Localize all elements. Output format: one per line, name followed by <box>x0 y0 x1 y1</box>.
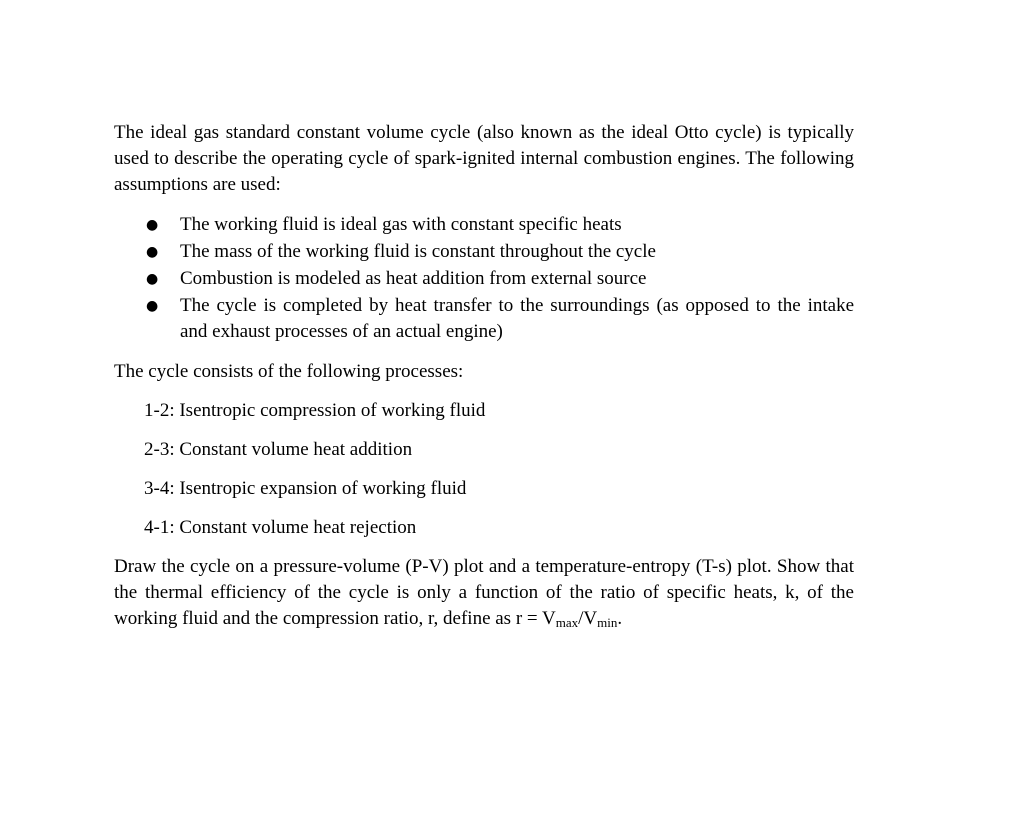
assumption-text: The working fluid is ideal gas with constant specific heats <box>180 214 622 235</box>
assumption-text: The cycle is completed by heat transfer to the surroundings (as opposed to the intake and exhaust processes of an actual engine) <box>180 295 854 342</box>
vmax-subscript: max <box>555 615 579 630</box>
assumption-text: Combustion is modeled as heat addition from external source <box>180 268 647 289</box>
intro-paragraph: The ideal gas standard constant volume cycle (also known as the ideal Otto cycle) is typically used to describe the operating cycle of spark-ignited internal combustion engines. The following assumptions are used: <box>114 122 854 195</box>
task-slash: /V <box>578 608 598 629</box>
vmin-subscript: min <box>597 615 618 630</box>
processes-list <box>114 398 854 541</box>
process-item: 2-3: Constant volume heat addition <box>144 439 413 460</box>
process-item: 3-4: Isentropic expansion of working fluid <box>144 478 467 499</box>
list-item <box>146 239 854 265</box>
assumption-text: The mass of the working fluid is constant throughout the cycle <box>180 241 656 262</box>
bullet-icon: ● <box>146 271 159 287</box>
task-paragraph <box>114 554 854 632</box>
process-item: 1-2: Isentropic compression of working fluid <box>144 400 486 421</box>
processes-intro: The cycle consists of the following processes: <box>114 361 464 382</box>
document-page <box>114 120 854 632</box>
process-item: 4-1: Constant volume heat rejection <box>144 517 417 538</box>
list-item <box>146 293 854 345</box>
assumptions-list <box>114 212 854 345</box>
task-text: Draw the cycle on a pressure-volume (P-V) plot and a temperature-entropy (T-s) plot. Show that the thermal efficiency of the cycle is only a function of the ratio of specific heats, k, of the working fluid and the compression ratio, r, define as r = V <box>114 556 854 629</box>
list-item <box>146 212 854 238</box>
list-item <box>146 266 854 292</box>
task-end: . <box>617 608 623 629</box>
bullet-icon: ● <box>146 217 159 233</box>
bullet-icon: ● <box>146 298 159 314</box>
bullet-icon: ● <box>146 244 159 260</box>
